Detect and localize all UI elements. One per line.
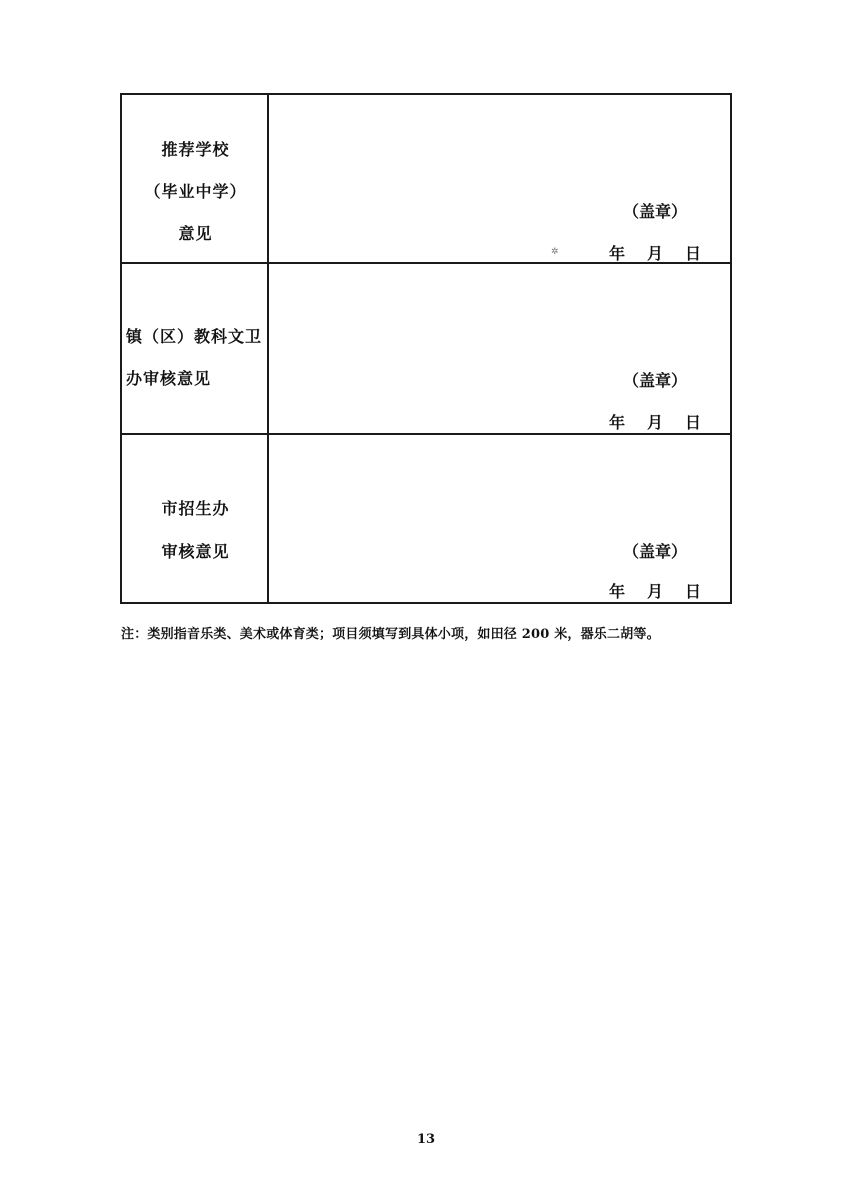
form-row-town-education-office (122, 264, 730, 435)
date-month-label: 月 (647, 244, 664, 263)
row-label-line: 意见 (178, 224, 213, 243)
opinion-field[interactable] (269, 95, 730, 262)
date-line (609, 241, 701, 264)
seal-label: （盖章） (623, 542, 688, 561)
row-label-line: 推荐学校 (161, 140, 230, 159)
row-label-line: 办审核意见 (126, 369, 212, 388)
seal-label: （盖章） (623, 371, 688, 390)
opinion-field[interactable] (269, 435, 730, 602)
ink-smudge: ✲ (551, 247, 559, 257)
row-label-line: 审核意见 (161, 542, 230, 561)
footnote: 注：类别指音乐类、美术或体育类；项目须填写到具体小项，如田径 200 米，器乐二胡等。 (121, 627, 660, 642)
approval-form-table (120, 93, 732, 604)
date-day-label: 日 (685, 413, 702, 432)
date-month-label: 月 (647, 413, 664, 432)
form-row-city-admissions-office (122, 435, 730, 602)
date-year-label: 年 (609, 244, 626, 263)
date-day-label: 日 (685, 244, 702, 263)
seal-label: （盖章） (623, 202, 688, 221)
label-cell (122, 264, 269, 433)
date-line (609, 579, 701, 602)
date-year-label: 年 (609, 413, 626, 432)
date-year-label: 年 (609, 582, 626, 601)
page-number: 13 (416, 1132, 436, 1147)
form-row-recommending-school (122, 95, 730, 264)
date-month-label: 月 (647, 582, 664, 601)
label-cell (122, 435, 269, 602)
row-label-line: （毕业中学） (144, 182, 247, 201)
label-cell (122, 95, 269, 262)
date-line (609, 410, 701, 433)
date-day-label: 日 (685, 582, 702, 601)
row-label-line: 市招生办 (161, 499, 230, 518)
opinion-field[interactable] (269, 264, 730, 433)
row-label-line: 镇（区）教科文卫 (126, 327, 263, 346)
